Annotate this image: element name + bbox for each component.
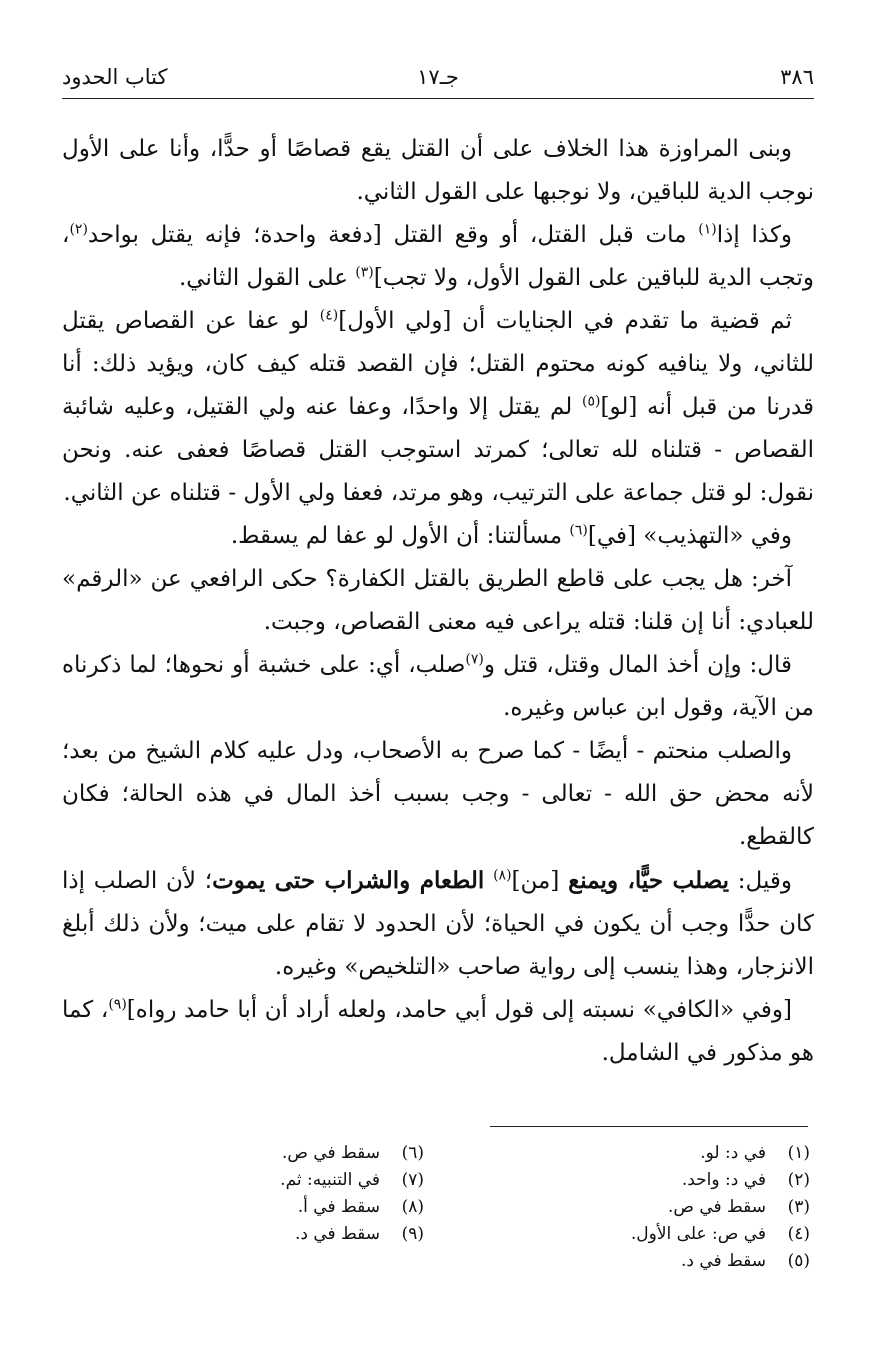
paragraph [62, 859, 814, 989]
footnote-text: سقط في ص. [667, 1197, 766, 1217]
footnote-item [480, 1248, 810, 1275]
footnote-number: (٦) [401, 1143, 424, 1163]
matn-text: الطعام والشراب حتى يموت [212, 867, 485, 894]
footnote-text: سقط في د. [680, 1251, 766, 1271]
paragraph [62, 300, 814, 515]
footnote-item [480, 1194, 810, 1221]
footnote-item [104, 1221, 424, 1248]
text-run: على القول الثاني. [178, 265, 356, 291]
text-run: وفي «التهذيب» [في] [587, 523, 792, 549]
text-run: ثم قضية ما تقدم في الجنايات أن [ولي الأول] [338, 308, 793, 334]
paragraph [62, 214, 814, 300]
footnote-number: (٨) [401, 1197, 424, 1217]
paragraph [62, 515, 814, 558]
matn-text: يصلب حيًّا، ويمنع [568, 867, 730, 894]
footnote-text: في ص: على الأول. [630, 1224, 766, 1244]
footnote-number: (٩) [401, 1224, 424, 1244]
text-run: آخر: هل يجب على قاطع الطريق بالقتل الكفارة؟ حكى الرافعي عن «الرقم» للعبادي: أنا إن قلنا: قتله يراعى فيه معنى القصاص، وجبت. [62, 566, 814, 635]
text-run: قال: وإن أخذ المال وقتل، قتل و [483, 652, 793, 678]
footnote-text: سقط في ص. [281, 1143, 380, 1163]
footnote-divider [490, 1126, 808, 1127]
footnote-ref: (١) [698, 221, 717, 238]
text-run: ، وتجب الدية للباقين على القول الأول، ولا تجب] [62, 222, 814, 291]
book-title: كتاب الحدود [62, 65, 168, 89]
footnote-item [480, 1167, 810, 1194]
page-number: ٣٨٦ [780, 65, 814, 89]
footnote-number: (١) [787, 1143, 810, 1163]
text-run: لم يقتل إلا واحدًا، وعفا عنه ولي القتيل، وعليه شائبة القصاص - قتلناه لله تعالى؛ كمرتد استوجب القتل قصاصًا فعفى عنه. ونحن نقول: لو قتل جماعة على الترتيب، وهو مرتد، فعفا ولي الأول - قتلناه عن الثاني. [62, 394, 814, 506]
footnote-text: في د: لو. [700, 1143, 766, 1163]
footnotes [62, 1140, 814, 1300]
text-run: والصلب منحتم - أيضًا - كما صرح به الأصحاب، ودل عليه كلام الشيخ من بعد؛ لأنه محض حق الله - تعالى - وجب بسبب أخذ المال في هذه الحالة؛ فكان كالقطع. [62, 738, 814, 850]
footnote-number: (٥) [787, 1251, 810, 1271]
text-run: [وفي «الكافي» نسبته إلى قول أبي حامد، ولعله أراد أن أبا حامد رواه] [126, 997, 793, 1023]
footnote-text: سقط في أ. [297, 1197, 380, 1217]
footnote-text: في التنبيه: ثم. [280, 1170, 380, 1190]
paragraph [62, 128, 814, 214]
main-text [62, 128, 814, 1075]
footnote-item [104, 1167, 424, 1194]
text-run: ، كما هو مذكور في الشامل. [62, 997, 814, 1066]
footnote-item [104, 1140, 424, 1167]
footnote-ref: (٤) [319, 307, 339, 324]
footnote-number: (٧) [401, 1170, 424, 1190]
text-run: وكذا إذا [716, 222, 792, 248]
footnote-ref: (٢) [69, 221, 88, 238]
footnote-number: (٢) [787, 1170, 810, 1190]
footnote-text: في د: واحد. [681, 1170, 766, 1190]
footnote-number: (٣) [787, 1197, 810, 1217]
text-run: [من] [511, 868, 569, 894]
text-run [484, 868, 493, 894]
footnote-number: (٤) [787, 1224, 810, 1244]
text-run: وقيل: [729, 868, 793, 894]
footnote-item [104, 1194, 424, 1221]
footnote-item [480, 1221, 810, 1248]
footnote-ref: (٩) [108, 996, 127, 1013]
text-run: ؛ لأن الصلب إذا كان حدًّا وجب أن يكون في الحياة؛ لأن الحدود لا تقام على ميت؛ ولأن ذلك أبلغ الانزجار، وهذا ينسب إلى رواية صاحب «التلخيص» وغيره. [62, 868, 814, 980]
text-run: وبنى المراوزة هذا الخلاف على أن القتل يقع قصاصًا أو حدًّا، وأنا على الأول نوجب الدية للباقين، ولا نوجبها على القول الثاني. [62, 136, 814, 205]
footnote-ref: (٥) [582, 393, 601, 410]
volume-number: جـ١٧ [417, 65, 459, 89]
paragraph [62, 558, 814, 644]
paragraph [62, 644, 814, 730]
text-run: مات قبل القتل، أو وقع القتل [دفعة واحدة؛ فإنه يقتل بواحد [87, 222, 699, 248]
running-header [62, 62, 814, 98]
footnote-text: سقط في د. [294, 1224, 380, 1244]
footnote-ref: (٦) [569, 522, 588, 539]
footnote-ref: (٧) [465, 651, 484, 668]
footnotes-column-left [104, 1140, 424, 1248]
paragraph [62, 730, 814, 859]
footnote-ref: (٣) [355, 264, 374, 281]
text-run: صلب، أي: على خشبة أو نحوها؛ لما ذكرناه من الآية، وقول ابن عباس وغيره. [62, 652, 814, 721]
header-divider [62, 98, 814, 99]
text-run: لو عفا عن القصاص يقتل للثاني، ولا ينافيه كونه محتوم القتل؛ فإن القصد قتله كيف كان، ويؤيد ذلك: أنا قدرنا من قبل أنه [لو] [62, 308, 815, 420]
footnote-item [480, 1140, 810, 1167]
footnote-ref: (٨) [493, 867, 512, 884]
footnotes-column-right [480, 1140, 810, 1275]
text-run: مسألتنا: أن الأول لو عفا لم يسقط. [230, 523, 570, 549]
paragraph [62, 989, 814, 1075]
